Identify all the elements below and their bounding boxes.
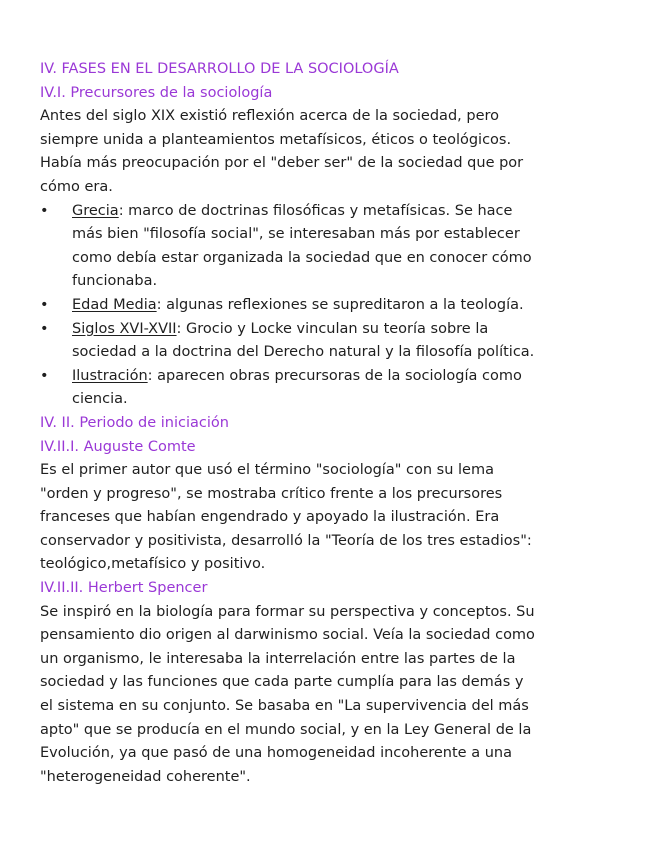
paragraph-line: Es el primer autor que usó el término "sociología" con su lema: [40, 462, 494, 479]
item-text: : marco de doctrinas filosóficas y metafísicas. Se hace: [118, 202, 513, 219]
bullet-icon: •: [40, 367, 49, 384]
item-text: sociedad a la doctrina del Derecho natural y la filosofía política.: [72, 344, 535, 361]
item-text: : aparecen obras precursoras de la sociología como: [147, 367, 522, 384]
term-grecia: Grecia: [72, 202, 119, 219]
intro-line: cómo era.: [40, 178, 113, 195]
precursores-list: [40, 200, 616, 412]
paragraph-line: conservador y positivista, desarrolló la "Teoría de los tres estadios":: [40, 532, 532, 549]
section-comte-title: IV.II.I. Auguste Comte: [40, 438, 196, 455]
item-text: más bien "filosofía social", se interesaban más por establecer: [72, 226, 520, 243]
paragraph-line: un organismo, le interesaba la interrelación entre las partes de la: [40, 650, 516, 667]
paragraph-line: el sistema en su conjunto. Se basaba en "La supervivencia del más: [40, 698, 529, 715]
list-item-siglos: [40, 318, 616, 365]
list-item-ilustracion: [40, 365, 616, 412]
item-text: : algunas reflexiones se supreditaron a la teología.: [156, 296, 524, 313]
comte-paragraph: [40, 459, 616, 577]
intro-line: Había más preocupación por el "deber ser" de la sociedad que por: [40, 155, 524, 172]
section-precursores-title: IV.I. Precursores de la sociología: [40, 84, 273, 101]
paragraph-line: pensamiento dio origen al darwinismo social. Veía la sociedad como: [40, 627, 535, 644]
item-text: funcionaba.: [72, 273, 158, 290]
paragraph-line: "orden y progreso", se mostraba crítico frente a los precursores: [40, 485, 503, 502]
paragraph-line: "heterogeneidad coherente".: [40, 768, 251, 785]
section-spencer-title: IV.II.II. Herbert Spencer: [40, 580, 208, 597]
spencer-paragraph: [40, 601, 616, 790]
paragraph-line: apto" que se producía en el mundo social, y en la Ley General de la: [40, 721, 532, 738]
item-text: ciencia.: [72, 391, 128, 408]
item-text: : Grocio y Locke vinculan su teoría sobre la: [176, 320, 489, 337]
list-item-grecia: [40, 200, 616, 294]
bullet-icon: •: [40, 296, 49, 313]
paragraph-line: sociedad y las funciones que cada parte cumplía para las demás y: [40, 674, 524, 691]
section-iniciacion-title: IV. II. Periodo de iniciación: [40, 414, 229, 431]
item-text: como debía estar organizada la sociedad que en conocer cómo: [72, 249, 532, 266]
term-edad-media: Edad Media: [72, 296, 157, 313]
intro-line: siempre unida a planteamientos metafísicos, éticos o teológicos.: [40, 131, 512, 148]
term-siglos: Siglos XVI-XVII: [72, 320, 177, 337]
paragraph-line: Evolución, ya que pasó de una homogeneidad incoherente a una: [40, 745, 512, 762]
paragraph-line: teológico,metafísico y positivo.: [40, 556, 266, 573]
bullet-icon: •: [40, 320, 49, 337]
list-item-edad-media: [40, 294, 616, 318]
paragraph-line: franceses que habían engendrado y apoyado la ilustración. Era: [40, 509, 500, 526]
term-ilustracion: Ilustración: [72, 367, 148, 384]
intro-line: Antes del siglo XIX existió reflexión acerca de la sociedad, pero: [40, 108, 500, 125]
paragraph-line: Se inspiró en la biología para formar su perspectiva y conceptos. Su: [40, 603, 535, 620]
chapter-heading: IV. FASES EN EL DESARROLLO DE LA SOCIOLOGÍA: [40, 61, 399, 77]
bullet-icon: •: [40, 202, 49, 219]
precursores-intro: [40, 105, 616, 199]
